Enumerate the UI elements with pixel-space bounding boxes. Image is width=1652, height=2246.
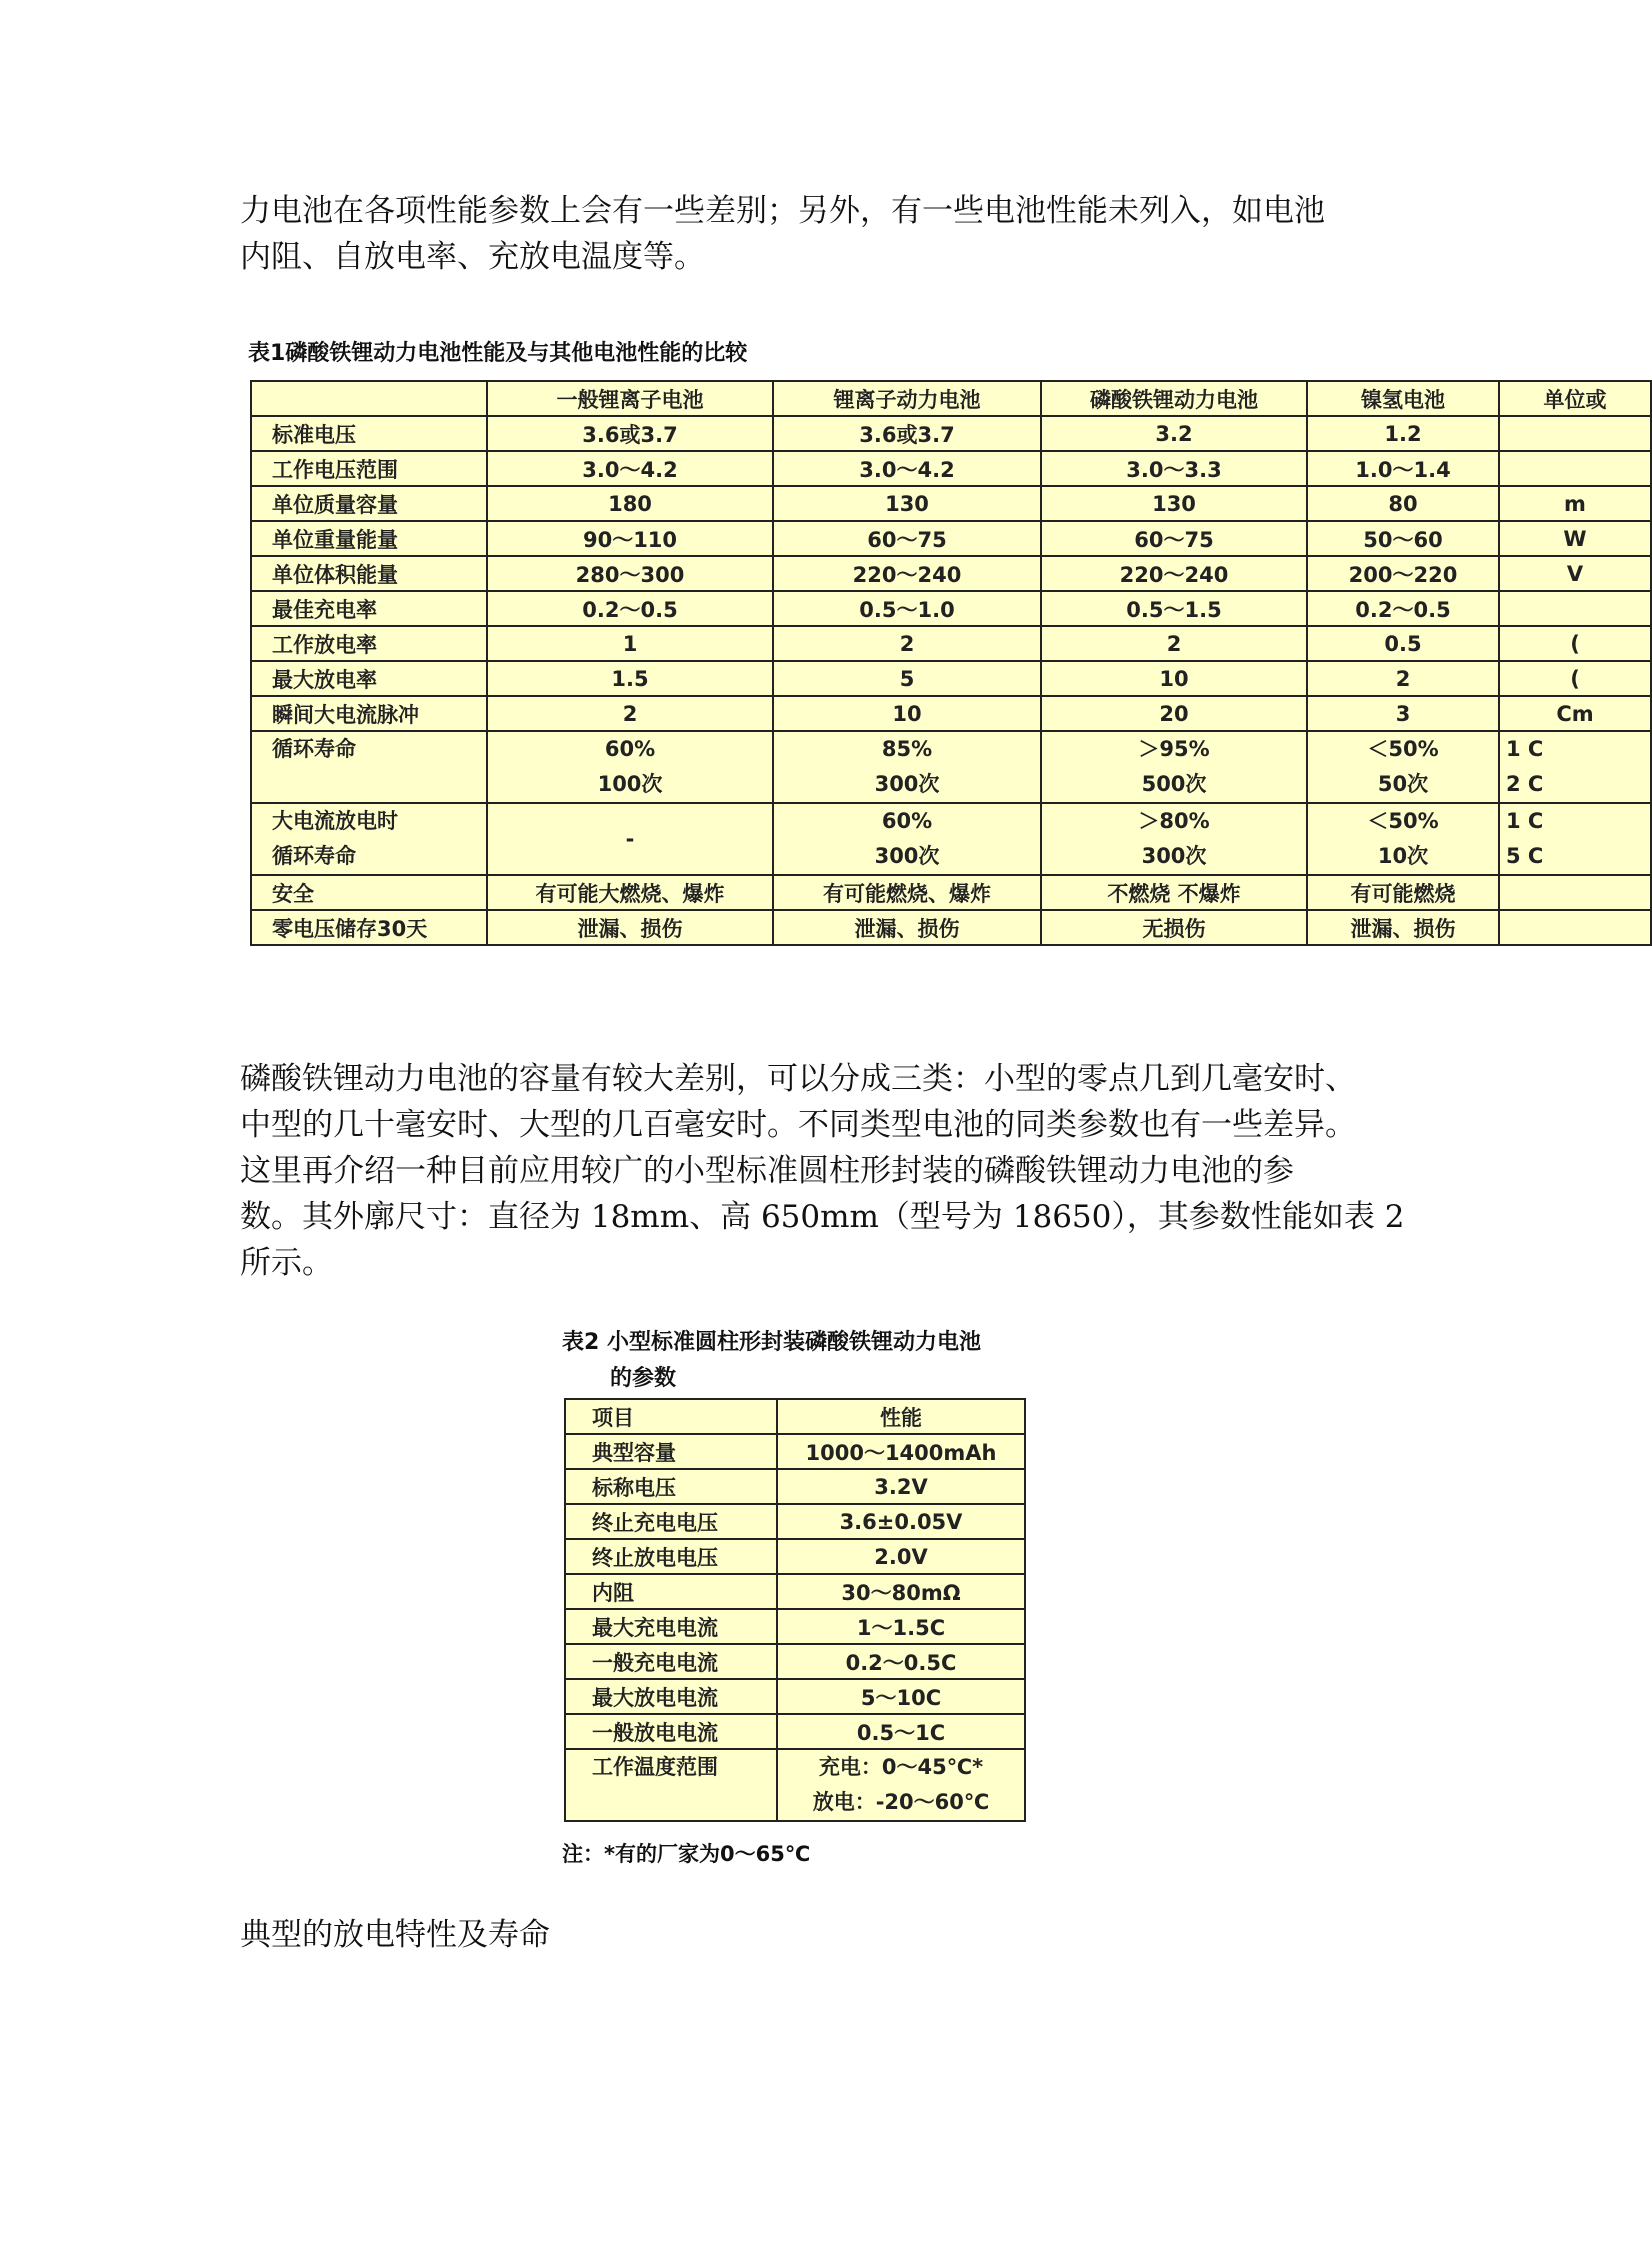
table-cell: 0.5	[1307, 626, 1499, 661]
row-label: 内阻	[565, 1574, 777, 1609]
table-row	[251, 661, 1651, 696]
cell-line: 300次	[1141, 844, 1207, 868]
table-cell: 1	[487, 626, 773, 661]
table-cell: 2.0V	[777, 1539, 1025, 1574]
table-cell: W	[1499, 521, 1651, 556]
cell-line: ＞95%	[1138, 737, 1210, 761]
table-row	[565, 1609, 1025, 1644]
table-cell	[1499, 875, 1651, 910]
row-label	[251, 803, 487, 875]
row-label: 最大放电电流	[565, 1679, 777, 1714]
table-row	[251, 875, 1651, 910]
table-cell: 有可能燃烧	[1307, 875, 1499, 910]
table-cell: 10	[1041, 661, 1307, 696]
table-cell	[1499, 451, 1651, 486]
table-row	[251, 416, 1651, 451]
paragraph-line: 中型的几十毫安时、大型的几百毫安时。不同类型电池的同类参数也有一些差异。	[240, 1107, 1356, 1143]
table-cell: 1～1.5C	[777, 1609, 1025, 1644]
row-label: 最大放电率	[251, 661, 487, 696]
cell-line: 500次	[1141, 772, 1207, 796]
table-row	[565, 1714, 1025, 1749]
table-cell: 2	[487, 696, 773, 731]
table-row-cycle-life	[251, 731, 1651, 803]
paragraph-line: 数。其外廓尺寸：直径为 18mm、高 650mm（型号为 18650），其参数性能如表 2	[240, 1199, 1405, 1235]
header-cell: 镍氢电池	[1307, 381, 1499, 416]
table-cell: 1.5	[487, 661, 773, 696]
row-label-text: 大电流放电时	[272, 809, 398, 833]
table-cell	[777, 1749, 1025, 1821]
table-cell: 3	[1307, 696, 1499, 731]
cell-line: 1 C	[1506, 737, 1544, 761]
table-cell: 2	[1307, 661, 1499, 696]
table-cell: 30～80mΩ	[777, 1574, 1025, 1609]
table-cell: 60～75	[773, 521, 1041, 556]
table-cell: 3.0～4.2	[487, 451, 773, 486]
section-heading: 典型的放电特性及寿命	[240, 1917, 550, 1953]
table-cell	[1499, 591, 1651, 626]
table2-caption	[562, 1325, 981, 1397]
row-label: 一般充电电流	[565, 1644, 777, 1679]
table-cell: 3.2	[1041, 416, 1307, 451]
battery-comparison-table	[250, 380, 1652, 946]
row-label: 终止放电电压	[565, 1539, 777, 1574]
table-row	[251, 556, 1651, 591]
table-cell: 50～60	[1307, 521, 1499, 556]
table-cell: 80	[1307, 486, 1499, 521]
table-cell: 3.6或3.7	[487, 416, 773, 451]
row-label: 单位体积能量	[251, 556, 487, 591]
table-row	[565, 1469, 1025, 1504]
intro-paragraph	[240, 188, 1360, 280]
table1-caption: 表1磷酸铁锂动力电池性能及与其他电池性能的比较	[248, 341, 748, 366]
header-cell: 项目	[565, 1399, 777, 1434]
table-cell	[1307, 803, 1499, 875]
table-row	[251, 451, 1651, 486]
cell-line: ＞80%	[1138, 809, 1210, 833]
table-cell: 200～220	[1307, 556, 1499, 591]
row-label: 单位重量能量	[251, 521, 487, 556]
table-cell: 5	[773, 661, 1041, 696]
row-label-text: 工作温度范围	[592, 1755, 718, 1779]
battery-parameter-table	[564, 1398, 1026, 1822]
cell-line: 300次	[874, 772, 940, 796]
table-cell	[773, 803, 1041, 875]
cell-line: ＜50%	[1367, 809, 1439, 833]
table-cell: (	[1499, 626, 1651, 661]
header-cell: 磷酸铁锂动力电池	[1041, 381, 1307, 416]
table-cell: 无损伤	[1041, 910, 1307, 945]
table-cell: 2	[1041, 626, 1307, 661]
row-label	[565, 1749, 777, 1821]
table-cell: 3.6或3.7	[773, 416, 1041, 451]
table-row	[251, 696, 1651, 731]
row-label: 安全	[251, 875, 487, 910]
row-label: 工作放电率	[251, 626, 487, 661]
table-row	[565, 1574, 1025, 1609]
table2-note: 注：*有的厂家为0～65℃	[562, 1842, 811, 1866]
table-cell: 2	[773, 626, 1041, 661]
cell-line: 300次	[874, 844, 940, 868]
caption-line: 的参数	[610, 1366, 677, 1391]
table-cell: 泄漏、损伤	[773, 910, 1041, 945]
table-cell	[773, 731, 1041, 803]
row-label: 最佳充电率	[251, 591, 487, 626]
paragraph-line: 力电池在各项性能参数上会有一些差别；另外，有一些电池性能未列入，如电池	[240, 193, 1325, 229]
cell-line: 10次	[1377, 844, 1429, 868]
table-row	[565, 1644, 1025, 1679]
row-label: 最大充电电流	[565, 1609, 777, 1644]
table-cell: 130	[1041, 486, 1307, 521]
cell-line: 60%	[604, 737, 656, 761]
table-cell	[1499, 731, 1651, 803]
table-cell	[487, 731, 773, 803]
table-cell: 0.2～0.5	[487, 591, 773, 626]
header-cell: 单位或	[1499, 381, 1651, 416]
row-label: 一般放电电流	[565, 1714, 777, 1749]
table-cell: m	[1499, 486, 1651, 521]
row-label: 标准电压	[251, 416, 487, 451]
table-header-row	[565, 1399, 1025, 1434]
table-cell: 0.2～0.5	[1307, 591, 1499, 626]
row-label: 标称电压	[565, 1469, 777, 1504]
row-label: 典型容量	[565, 1434, 777, 1469]
table-cell	[1307, 731, 1499, 803]
table-cell: 不燃烧 不爆炸	[1041, 875, 1307, 910]
table-row	[251, 591, 1651, 626]
table-cell: 10	[773, 696, 1041, 731]
table-cell: 1000～1400mAh	[777, 1434, 1025, 1469]
table-cell: V	[1499, 556, 1651, 591]
row-label: 工作电压范围	[251, 451, 487, 486]
table-cell: 0.5～1C	[777, 1714, 1025, 1749]
table1-container	[250, 380, 1607, 948]
table-cell: 5～10C	[777, 1679, 1025, 1714]
table-cell: 泄漏、损伤	[487, 910, 773, 945]
table-cell: 180	[487, 486, 773, 521]
row-label	[251, 731, 487, 803]
cell-line: 100次	[597, 772, 663, 796]
caption-line: 表2 小型标准圆柱形封装磷酸铁锂动力电池	[562, 1330, 981, 1355]
table-cell: 有可能燃烧、爆炸	[773, 875, 1041, 910]
row-label-text: 循环寿命	[272, 844, 356, 868]
table-cell: 0.5～1.0	[773, 591, 1041, 626]
table-cell: (	[1499, 661, 1651, 696]
table-row-temperature	[565, 1749, 1025, 1821]
table-cell	[1041, 731, 1307, 803]
paragraph-line: 内阻、自放电率、充放电温度等。	[240, 239, 705, 275]
cell-line: 50次	[1377, 772, 1429, 796]
table-cell	[1499, 910, 1651, 945]
table-cell	[1499, 803, 1651, 875]
table-cell: 1.0～1.4	[1307, 451, 1499, 486]
table-row	[565, 1539, 1025, 1574]
cell-line: ＜50%	[1367, 737, 1439, 761]
table-row	[565, 1679, 1025, 1714]
table-cell: 0.5～1.5	[1041, 591, 1307, 626]
header-cell: 性能	[777, 1399, 1025, 1434]
paragraph-line: 磷酸铁锂动力电池的容量有较大差别，可以分成三类：小型的零点几到几毫安时、	[240, 1061, 1356, 1097]
table-row	[251, 486, 1651, 521]
cell-line: 放电：-20～60℃	[812, 1790, 990, 1814]
header-cell	[251, 381, 487, 416]
table-cell: Cm	[1499, 696, 1651, 731]
table-cell: 220～240	[773, 556, 1041, 591]
row-label: 瞬间大电流脉冲	[251, 696, 487, 731]
table-row	[251, 626, 1651, 661]
table-row	[565, 1504, 1025, 1539]
table-header-row	[251, 381, 1651, 416]
table-cell: 20	[1041, 696, 1307, 731]
header-cell: 锂离子动力电池	[773, 381, 1041, 416]
table-cell	[1041, 803, 1307, 875]
table-cell: 130	[773, 486, 1041, 521]
cell-line: 充电：0～45℃*	[818, 1755, 984, 1779]
table-row	[251, 521, 1651, 556]
table-cell: 泄漏、损伤	[1307, 910, 1499, 945]
table-cell: 280～300	[487, 556, 773, 591]
table-cell: 3.6±0.05V	[777, 1504, 1025, 1539]
row-label: 终止充电电压	[565, 1504, 777, 1539]
row-label: 零电压储存30天	[251, 910, 487, 945]
cell-line: 1 C	[1506, 809, 1544, 833]
table-cell: 3.0～3.3	[1041, 451, 1307, 486]
cell-line: 5 C	[1506, 844, 1544, 868]
cell-line: 85%	[881, 737, 933, 761]
paragraph-line: 这里再介绍一种目前应用较广的小型标准圆柱形封装的磷酸铁锂动力电池的参	[240, 1153, 1294, 1189]
table-cell: 90～110	[487, 521, 773, 556]
table-cell: 220～240	[1041, 556, 1307, 591]
table-cell: 0.2～0.5C	[777, 1644, 1025, 1679]
table-cell: 1.2	[1307, 416, 1499, 451]
paragraph-line: 所示。	[240, 1245, 333, 1281]
table-cell: 60～75	[1041, 521, 1307, 556]
row-label-text: 循环寿命	[272, 737, 356, 761]
table-row	[565, 1434, 1025, 1469]
table-cell: 3.2V	[777, 1469, 1025, 1504]
table-cell: 3.0～4.2	[773, 451, 1041, 486]
cell-line: 60%	[881, 809, 933, 833]
body-paragraph	[240, 1056, 1405, 1286]
row-label: 单位质量容量	[251, 486, 487, 521]
table-cell: 有可能大燃烧、爆炸	[487, 875, 773, 910]
header-cell: 一般锂离子电池	[487, 381, 773, 416]
cell-line: 2 C	[1506, 772, 1544, 796]
table-cell: -	[487, 803, 773, 875]
table-row-high-current	[251, 803, 1651, 875]
table-row	[251, 910, 1651, 945]
table-cell	[1499, 416, 1651, 451]
